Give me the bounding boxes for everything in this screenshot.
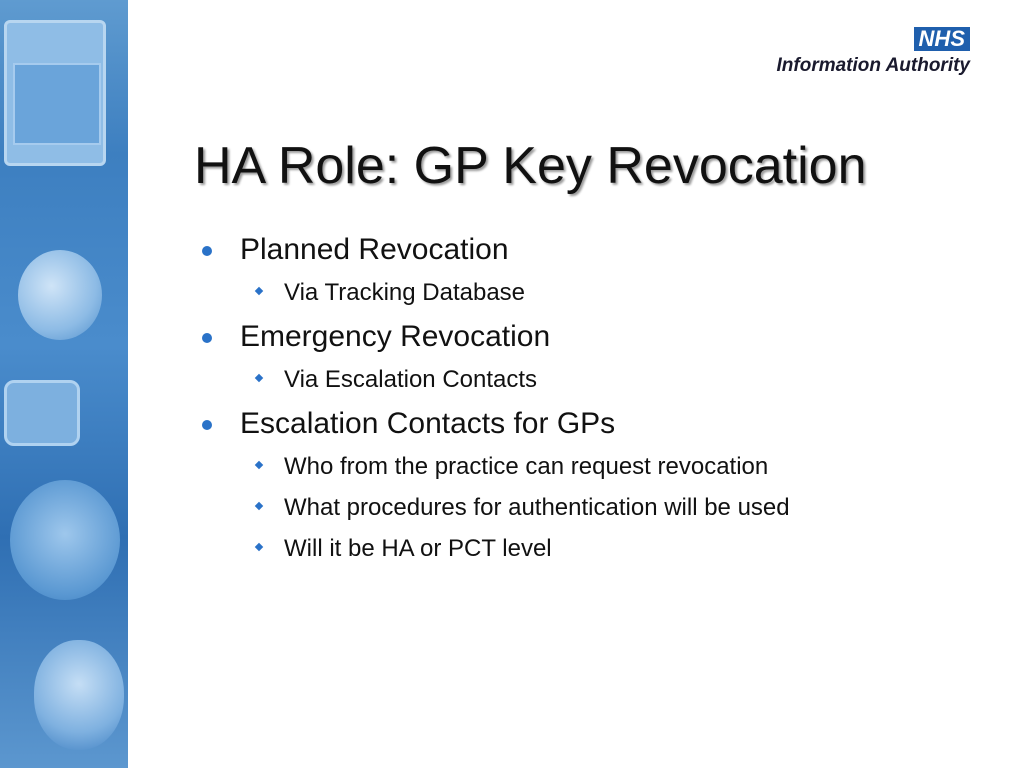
monitor-screen <box>13 63 101 145</box>
child-image <box>10 480 120 600</box>
slide-title: HA Role: GP Key Revocation <box>194 137 867 195</box>
round-bullet-icon <box>202 333 212 343</box>
baby-image <box>34 640 124 750</box>
diamond-bullet-icon <box>255 543 263 551</box>
sub-bullet-text: Via Tracking Database <box>284 279 526 306</box>
monitor-image <box>4 20 106 166</box>
connector-image <box>4 380 80 446</box>
sub-bullet-item <box>198 450 988 483</box>
sub-bullet-item <box>198 491 988 524</box>
logo-text: Information Authority <box>776 55 970 76</box>
sub-bullet-text: Will it be HA or PCT level <box>284 535 552 562</box>
diamond-bullet-icon <box>255 502 263 510</box>
sub-bullet-item <box>198 532 988 565</box>
sub-bullet-text: What procedures for authentication will be used <box>284 494 790 521</box>
bullet-text: Emergency Revocation <box>240 320 551 353</box>
sub-bullet-item <box>198 363 988 396</box>
round-bullet-icon <box>202 246 212 256</box>
round-bullet-icon <box>202 420 212 430</box>
nhs-logo <box>777 27 971 77</box>
diamond-bullet-icon <box>255 374 263 382</box>
sub-bullet-text: Via Escalation Contacts <box>284 366 538 393</box>
bullet-item <box>198 319 988 355</box>
nhs-badge: NHS <box>914 27 970 51</box>
bullet-item <box>198 406 988 442</box>
diamond-bullet-icon <box>255 287 263 295</box>
bullet-list <box>198 232 988 565</box>
bullet-item <box>198 232 988 268</box>
sub-bullet-text: Who from the practice can request revocation <box>284 453 769 480</box>
pills-image <box>18 250 102 340</box>
bullet-text: Planned Revocation <box>240 233 509 266</box>
diamond-bullet-icon <box>255 461 263 469</box>
sub-bullet-item <box>198 276 988 309</box>
bullet-text: Escalation Contacts for GPs <box>240 407 616 440</box>
decorative-photo-strip <box>0 0 128 768</box>
